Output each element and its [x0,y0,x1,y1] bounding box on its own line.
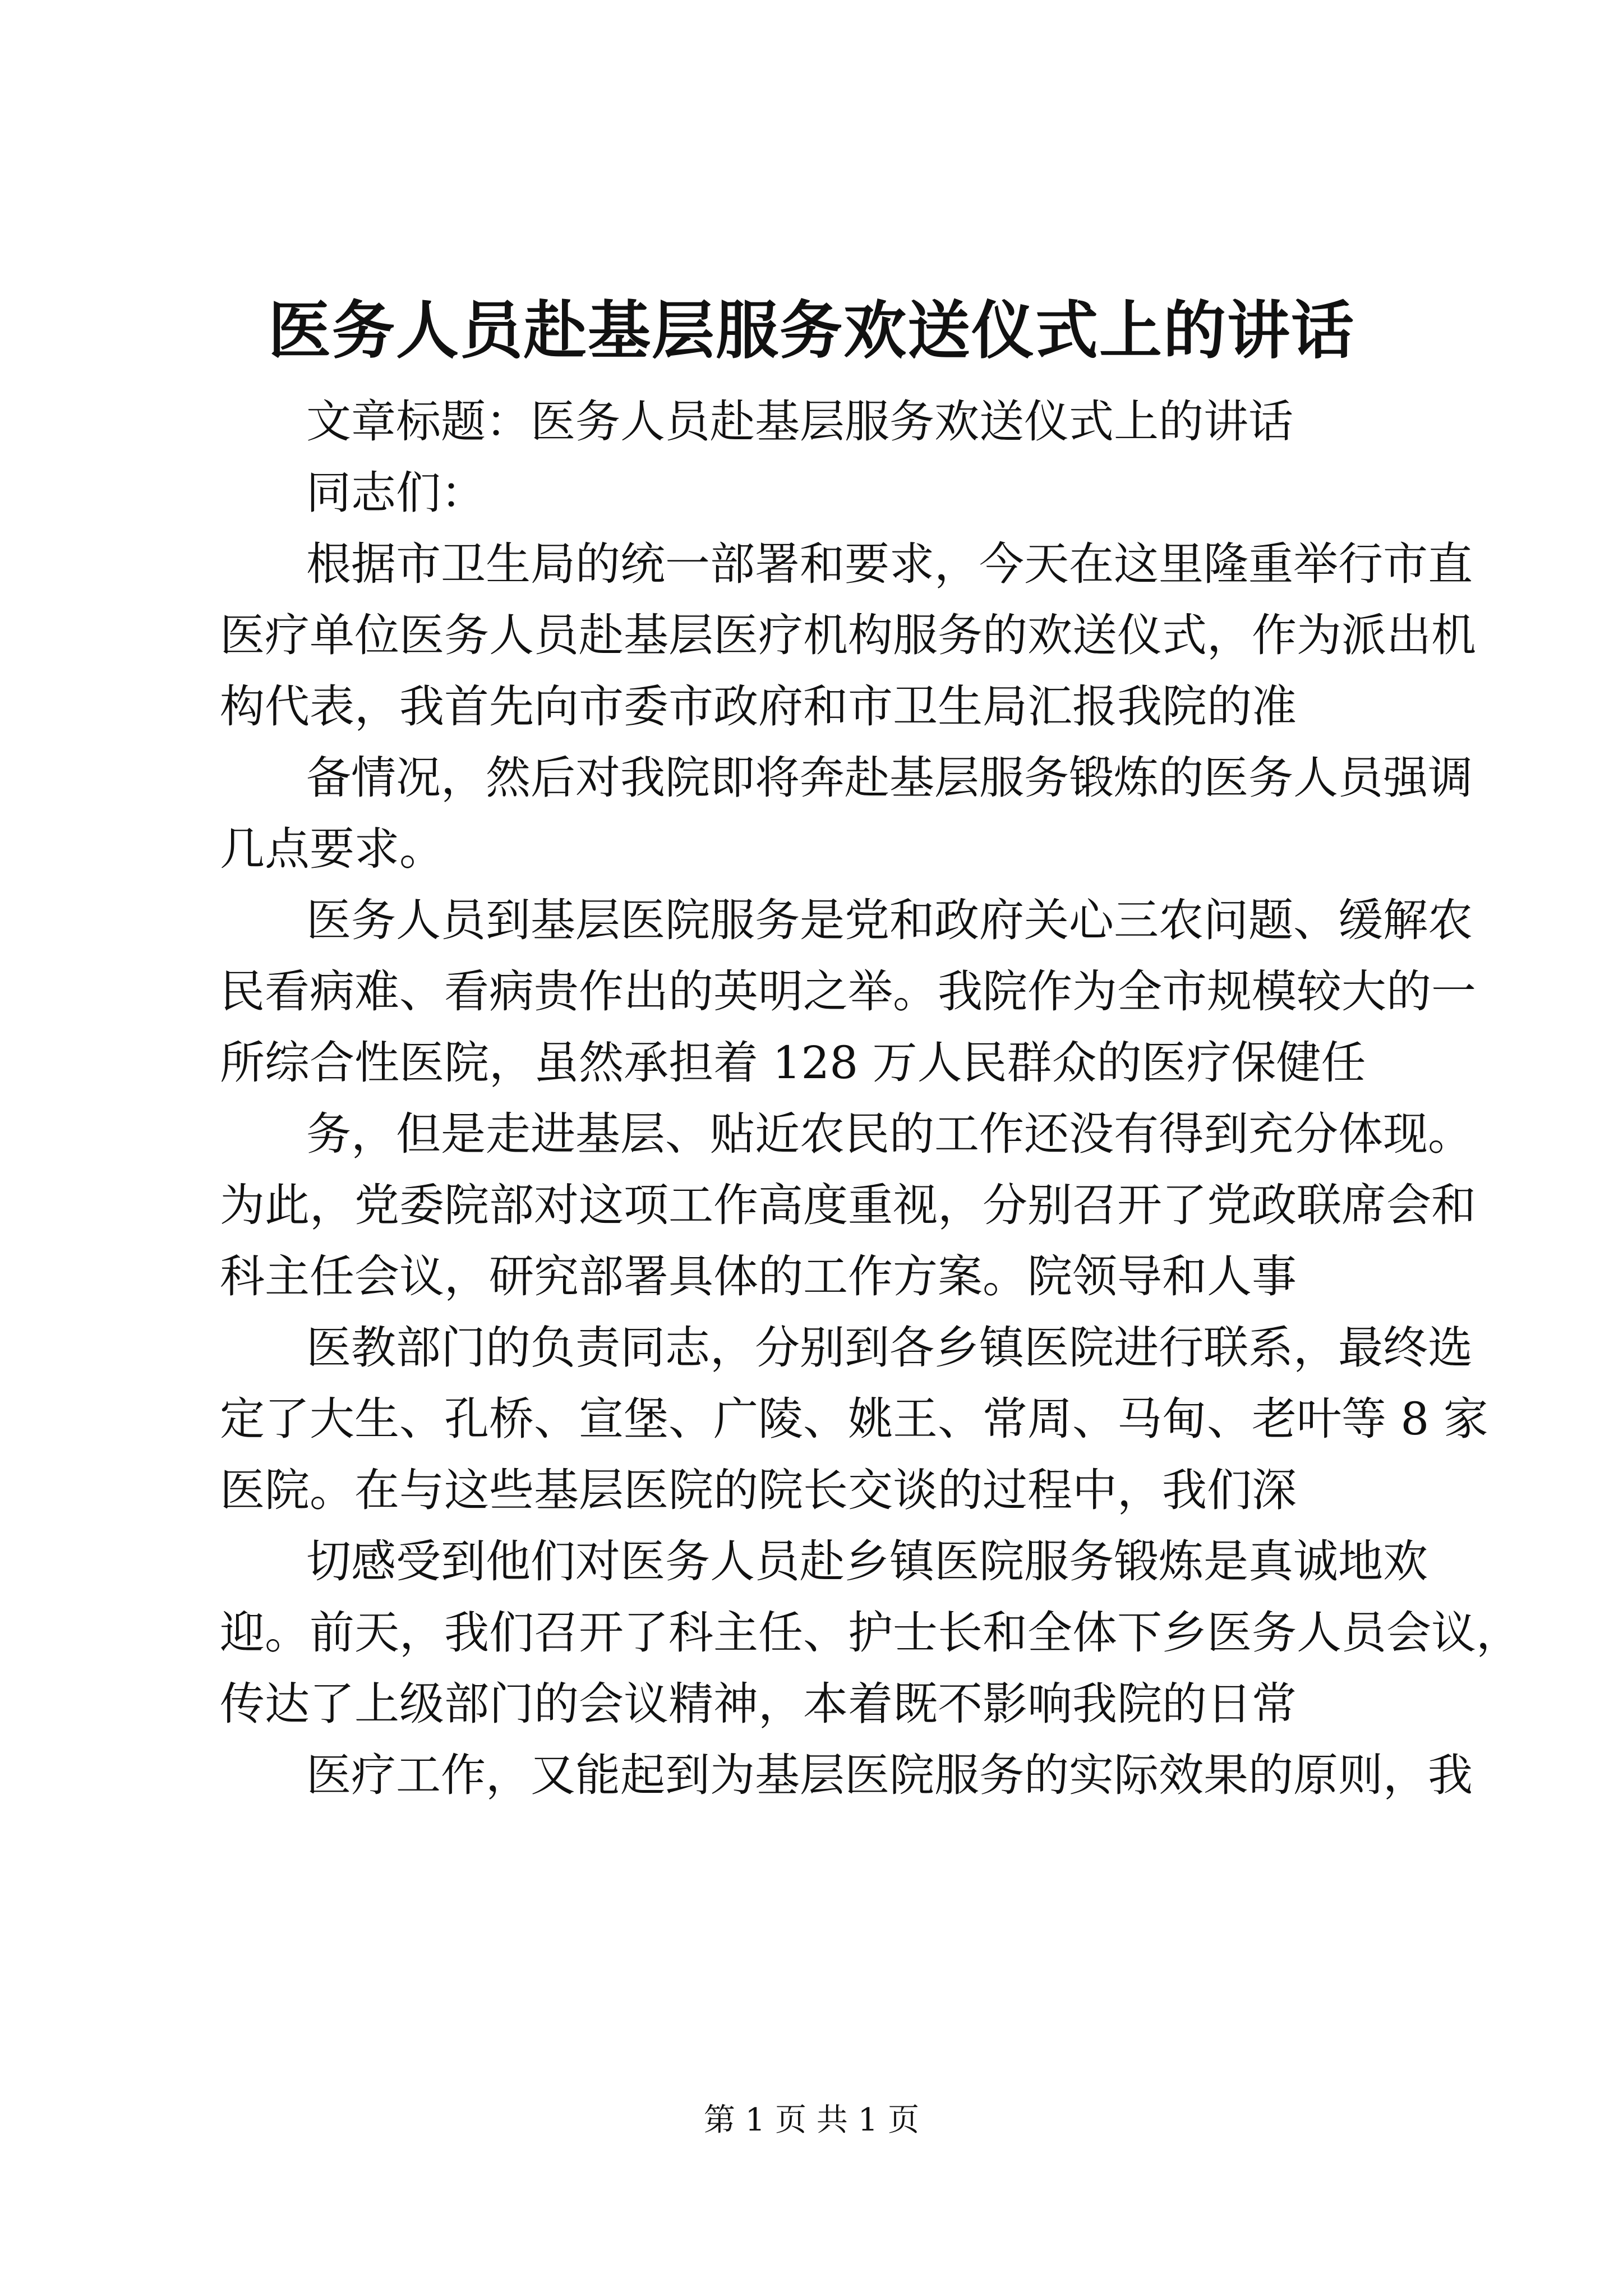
body-line: 民看病难、看病贵作出的英明之举。我院作为全市规模较大的一 [220,965,1476,1018]
body-line: 医务人员到基层医院服务是党和政府关心三农问题、缓解农 [306,894,1473,946]
body-line: 定了大生、孔桥、宣堡、广陵、姚王、常周、马甸、老叶等 8 家 [220,1393,1488,1445]
body-line: 所综合性医院，虽然承担着 128 万人民群众的医疗保健任 [220,1037,1366,1089]
body-line: 医院。在与这些基层医院的院长交谈的过程中，我们深 [220,1464,1297,1516]
document-body [220,386,1521,1811]
body-line: 切感受到他们对医务人员赴乡镇医院服务锻炼是真诚地欢 [306,1535,1428,1588]
body-line: 医疗工作，又能起到为基层医院服务的实际效果的原则，我 [306,1749,1473,1801]
body-line: 科主任会议，研究部署具体的工作方案。院领导和人事 [220,1250,1297,1303]
body-line: 备情况，然后对我院即将奔赴基层服务锻炼的医务人员强调 [306,752,1473,804]
body-line: 文章标题：医务人员赴基层服务欢送仪式上的讲话 [306,395,1293,448]
body-line: 医教部门的负责同志，分别到各乡镇医院进行联系，最终选 [306,1322,1473,1374]
document-title: 医务人员赴基层服务欢送仪式上的讲话 [268,294,1355,367]
body-line: 几点要求。 [220,823,444,875]
body-line: 传达了上级部门的会议精神，本着既不影响我院的日常 [220,1678,1297,1730]
body-line: 迎。前天，我们召开了科主任、护士长和全体下乡医务人员会议， [220,1607,1521,1659]
body-line: 同志们： [306,467,486,519]
body-line: 务，但是走进基层、贴近农民的工作还没有得到充分体现。 [306,1108,1473,1160]
body-line: 为此，党委院部对这项工作高度重视，分别召开了党政联席会和 [220,1179,1476,1231]
body-line: 医疗单位医务人员赴基层医疗机构服务的欢送仪式，作为派出机 [220,609,1476,661]
body-line: 根据市卫生局的统一部署和要求，今天在这里隆重举行市直 [306,538,1473,590]
body-line: 构代表，我首先向市委市政府和市卫生局汇报我院的准 [220,680,1297,733]
page-number-footer: 第 1 页 共 1 页 [703,2102,920,2138]
